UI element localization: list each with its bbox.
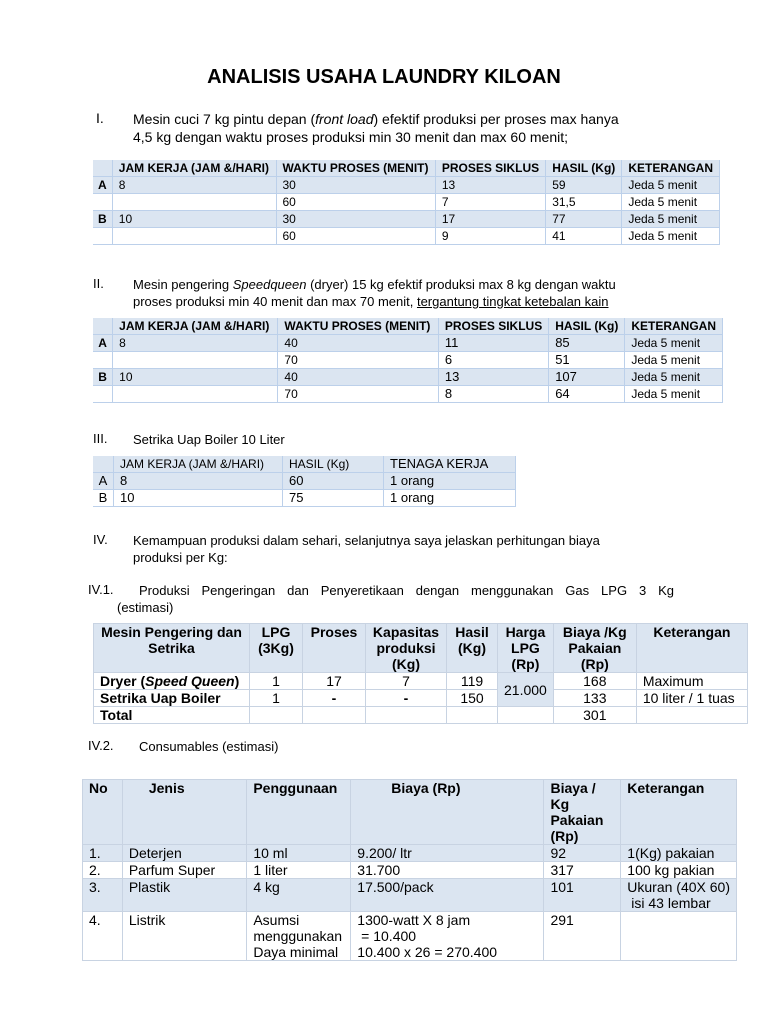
table-header: Mesin Pengering dan Setrika [94,624,250,673]
table-header [93,318,113,335]
table-header [93,160,112,177]
table-row: Dryer (Speed Queen) 1 17 7 119 21.000 168 Maximum [94,673,748,690]
table-row: 60 9 41 Jeda 5 menit [93,228,720,245]
table-header: PROSES SIKLUS [438,318,548,335]
table-header: Hasil (Kg) [447,624,498,673]
table-header: TENAGA KERJA [384,456,516,473]
table-row: A 8 40 11 85 Jeda 5 menit [93,335,723,352]
table-row: A 8 30 13 59 Jeda 5 menit [93,177,720,194]
section-text: Kemampuan produksi dalam sehari, selanjutnya saya jelaskan perhitungan biaya produksi per Kg: [133,533,600,565]
table-header: KETERANGAN [622,160,720,177]
table-header: Penggunaan [247,780,351,845]
table-header: Biaya / Kg Pakaian (Rp) [544,780,621,845]
section-text: (estimasi) [117,600,174,615]
table-header: Biaya /Kg Pakaian (Rp) [553,624,636,673]
table-row: 2. Parfum Super 1 liter 31.700 317 100 kg pakian [83,862,737,879]
table-header: KETERANGAN [625,318,723,335]
table-header [93,456,114,473]
table-header: Harga LPG (Rp) [498,624,554,673]
washer-table [93,160,720,245]
table-header: WAKTU PROSES (MENIT) [276,160,435,177]
section-number: III. [93,431,108,446]
table-header: Proses [303,624,366,673]
table-row: Setrika Uap Boiler 1 - - 150 133 10 liter / 1 tuas [94,690,748,707]
table-row: 60 7 31,5 Jeda 5 menit [93,194,720,211]
table-header: JAM KERJA (JAM &/HARI) [114,456,283,473]
table-header: JAM KERJA (JAM &/HARI) [112,160,276,177]
table-header: Kapasitas produksi (Kg) [366,624,447,673]
table-header: HASIL (Kg) [283,456,384,473]
table-header: Jenis [122,780,247,845]
table-row: B 10 75 1 orang [93,490,516,507]
table-header: Keterangan [636,624,747,673]
consumables-table [82,779,737,961]
table-row: B 10 30 17 77 Jeda 5 menit [93,211,720,228]
table-header: Keterangan [621,780,737,845]
table-header: LPG (3Kg) [250,624,303,673]
section-text: Mesin cuci 7 kg pintu depan (front load) efektif produksi per proses max hanya 4,5 kg dengan waktu proses produksi min 30 menit dan max 60 menit; [133,111,619,145]
lpg-table [93,623,748,724]
table-row: B 10 40 13 107 Jeda 5 menit [93,369,723,386]
table-header: PROSES SIKLUS [435,160,545,177]
table-header: HASIL (Kg) [549,318,625,335]
section-text: Consumables (estimasi) [139,739,279,754]
section-number: I. [96,110,104,126]
table-row: 70 6 51 Jeda 5 menit [93,352,723,369]
table-row: A 8 60 1 orang [93,473,516,490]
table-header: HASIL (Kg) [546,160,622,177]
page-title: ANALISIS USAHA LAUNDRY KILOAN [207,66,561,88]
table-header: JAM KERJA (JAM &/HARI) [113,318,278,335]
section-number: IV.1. [88,582,114,597]
dryer-table [93,318,723,403]
table-row: 3. Plastik 4 kg 17.500/pack 101 Ukuran (40X 60) isi 43 lembar [83,879,737,912]
section-number: II. [93,276,104,291]
table-header: Biaya (Rp) [351,780,544,845]
section-text: Mesin pengering Speedqueen (dryer) 15 kg efektif produksi max 8 kg dengan waktu proses produksi min 40 menit dan max 70 menit, tergantung tingkat ketebalan kain [133,277,616,309]
table-header: WAKTU PROSES (MENIT) [278,318,438,335]
section-text: Setrika Uap Boiler 10 Liter [133,432,285,447]
iron-table [93,456,516,507]
table-row: 1. Deterjen 10 ml 9.200/ ltr 92 1(Kg) pakaian [83,845,737,862]
table-row: 70 8 64 Jeda 5 menit [93,386,723,403]
table-row: Total 301 [94,707,748,724]
section-number: IV.2. [88,738,114,753]
section-number: IV. [93,532,108,547]
table-header: No [83,780,123,845]
section-text: Produksi Pengeringan dan Penyeretikaan dengan menggunakan Gas LPG 3 Kg [139,583,674,598]
table-row: 4. Listrik Asumsi menggunakan Daya minimal 1300-watt X 8 jam = 10.400 10.400 x 26 = 270.400 291 [83,912,737,961]
